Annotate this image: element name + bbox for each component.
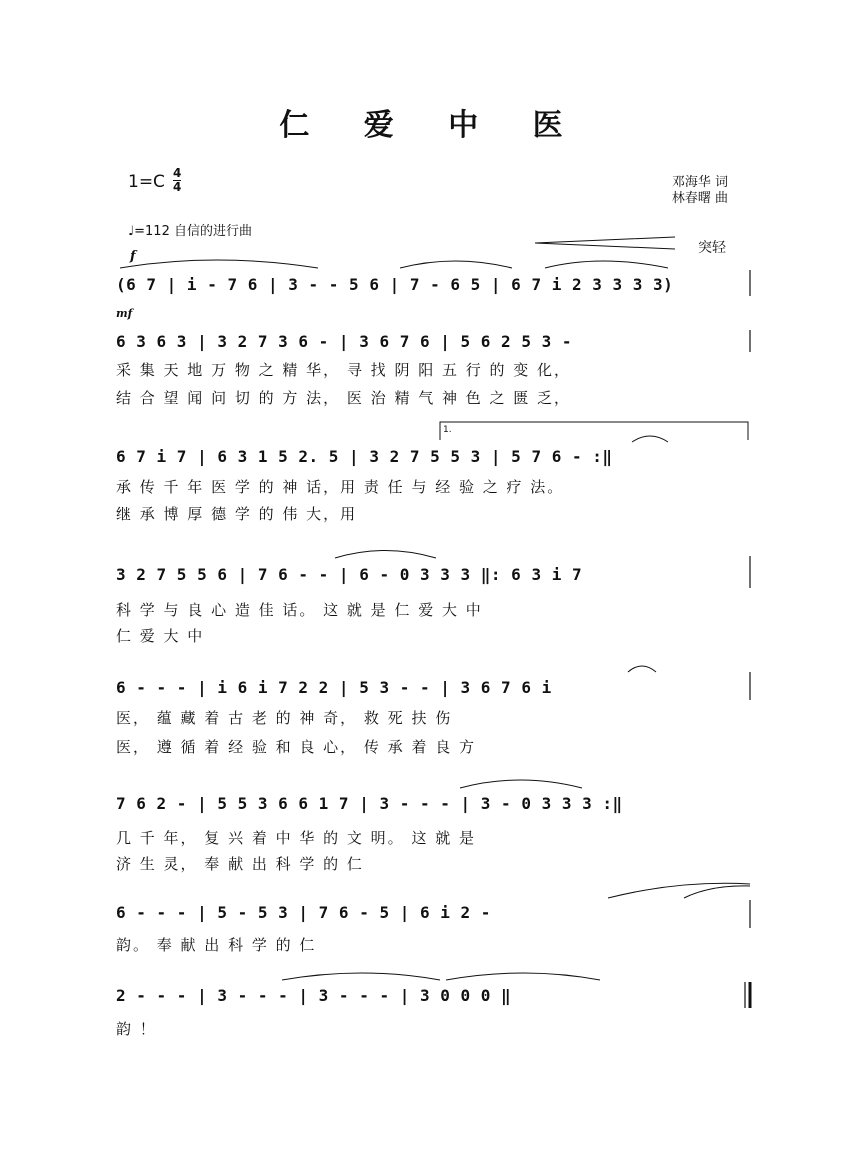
staff-7-lyrics-1: 韵。 奉 献 出 科 学 的 仁 bbox=[116, 936, 317, 954]
slur bbox=[400, 261, 512, 268]
slur bbox=[282, 973, 440, 980]
staff-8-lyrics-1: 韵 ！ bbox=[116, 1020, 157, 1038]
slur bbox=[120, 260, 318, 268]
staff-1-notes: (6 7 | i - 7 6 | 3 - - 5 6 | 7 - 6 5 | 6 7 i 2 3 3 3 3) bbox=[116, 275, 674, 294]
staff-4-lyrics-1: 科 学 与 良 心 造 佳 话。 这 就 是 仁 爱 大 中 bbox=[116, 601, 483, 619]
staff-6-notes: 7 6 2 - | 5 5 3 6 6 1 7 | 3 - - - | 3 - 0 3 3 3 :‖ bbox=[116, 794, 623, 813]
decrescendo-hairpin bbox=[535, 237, 675, 249]
time-signature-top: 4 bbox=[173, 166, 182, 180]
staff-3-lyrics-2: 继 承 博 厚 德 学 的 伟 大，用 bbox=[116, 505, 358, 523]
volta-1-label: 1. bbox=[443, 425, 452, 435]
staff-6-lyrics-1: 几 千 年， 复 兴 着 中 华 的 文 明。 这 就 是 bbox=[116, 829, 476, 847]
slur bbox=[446, 973, 600, 980]
staff-7-notes: 6 - - - | 5 - 5 3 | 7 6 - 5 | 6 i 2 - bbox=[116, 903, 491, 922]
song-title: 仁 爱 中 医 bbox=[279, 108, 585, 143]
staff-2-notes: 6 3 6 3 | 3 2 7 3 6 - | 3 6 7 6 | 5 6 2 5 3 - bbox=[116, 332, 572, 351]
lyricist-credit: 邓海华 词 bbox=[671, 175, 728, 190]
dynamic-forte: f bbox=[130, 249, 136, 264]
slur bbox=[628, 666, 656, 672]
slur bbox=[608, 883, 750, 898]
slur bbox=[335, 551, 436, 559]
staff-3-lyrics-1: 承 传 千 年 医 学 的 神 话，用 责 任 与 经 验 之 疗 法。 bbox=[116, 478, 565, 496]
slur bbox=[684, 886, 750, 898]
slur bbox=[632, 436, 668, 442]
staff-8-notes: 2 - - - | 3 - - - | 3 - - - | 3 0 0 0 ‖ bbox=[116, 986, 512, 1005]
staff-3-notes: 6 7 i 7 | 6 3 1 5 2. 5 | 3 2 7 5 5 3 | 5 7 6 - :‖ bbox=[116, 447, 613, 466]
key-signature: 1=C bbox=[128, 172, 165, 192]
staff-4-lyrics-2: 仁 爱 大 中 bbox=[116, 627, 205, 645]
tempo-marking: ♩=112 自信的进行曲 bbox=[128, 224, 252, 239]
staff-6-lyrics-2: 济 生 灵， 奉 献 出 科 学 的 仁 bbox=[116, 855, 364, 873]
staff-5-notes: 6 - - - | i 6 i 7 2 2 | 5 3 - - | 3 6 7 6 i bbox=[116, 678, 552, 697]
slur bbox=[460, 780, 582, 788]
staff-2-lyrics-2: 结 合 望 闻 问 切 的 方 法， 医 治 精 气 神 色 之 匮 乏， bbox=[116, 389, 572, 407]
staff-2-lyrics-1: 采 集 天 地 万 物 之 精 华， 寻 找 阴 阳 五 行 的 变 化， bbox=[116, 361, 572, 379]
staff-4-notes: 3 2 7 5 5 6 | 7 6 - - | 6 - 0 3 3 3 ‖: 6 3 i 7 bbox=[116, 565, 583, 584]
staff-5-lyrics-1: 医， 蕴 藏 着 古 老 的 神 奇， 救 死 扶 伤 bbox=[116, 709, 453, 727]
dynamic-mezzo-forte: mf bbox=[116, 307, 133, 320]
volta-bracket bbox=[440, 422, 748, 440]
composer-credit: 林春曙 曲 bbox=[671, 191, 728, 206]
slur bbox=[545, 261, 668, 268]
staff-5-lyrics-2: 医， 遵 循 着 经 验 和 良 心， 传 承 着 良 方 bbox=[116, 738, 476, 756]
time-signature-bottom: 4 bbox=[173, 180, 182, 194]
expression-annotation: 突轻 bbox=[698, 240, 726, 256]
